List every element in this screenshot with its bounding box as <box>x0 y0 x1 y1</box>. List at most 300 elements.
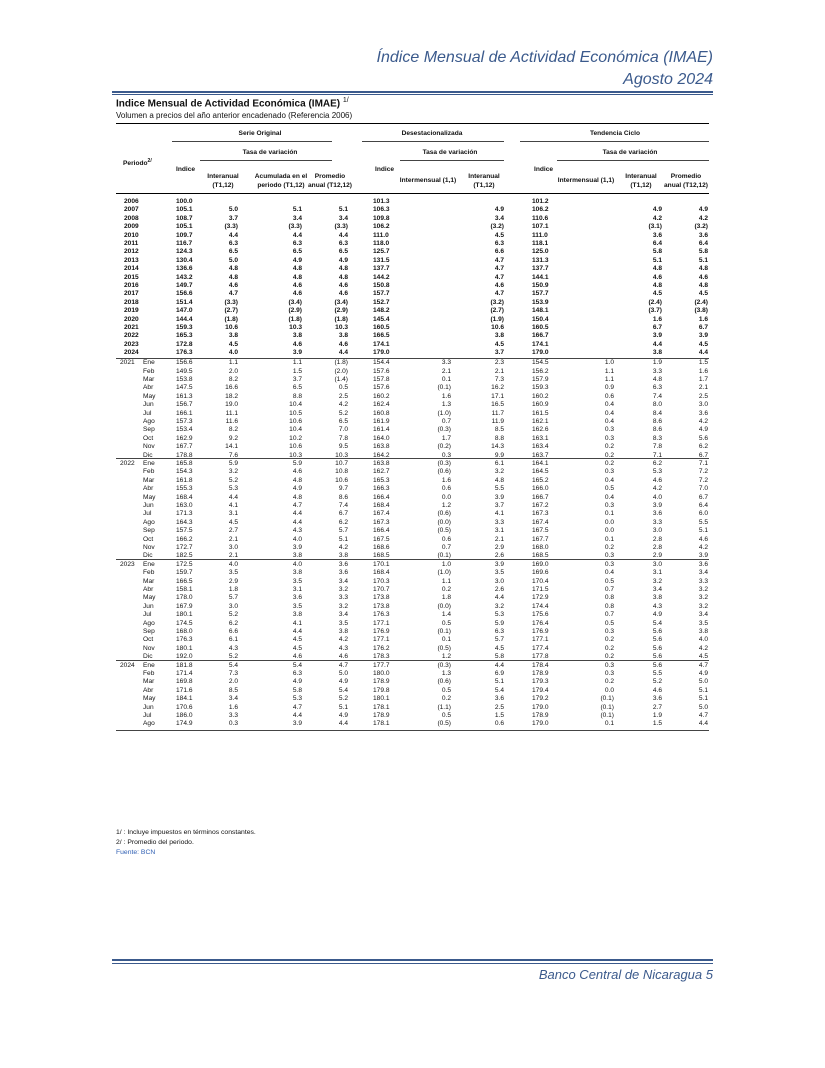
group-rule <box>362 141 504 142</box>
cell-indice-tc: 179.4 <box>532 686 549 694</box>
cell-intermensual-tc: 0.5 <box>604 485 614 493</box>
cell-promedio-tc: 3.4 <box>698 569 708 577</box>
cell-acumulada-so: 4.9 <box>292 485 302 493</box>
cell-interanual-tc: 3.8 <box>652 594 662 602</box>
col-intermensual-de: Intermensual (1,1) <box>399 177 457 184</box>
cell-interanual-tc: 1.9 <box>652 359 662 367</box>
cell-interanual-de: 11.7 <box>491 409 504 417</box>
cell-interanual-tc: 2.7 <box>652 703 662 711</box>
cell-intermensual-de: 1.8 <box>441 594 451 602</box>
cell-interanual-so: 3.8 <box>228 332 238 340</box>
cell-interanual-de: 4.1 <box>494 510 504 518</box>
cell-indice-so: 163.0 <box>176 501 193 509</box>
cell-indice-tc: 176.4 <box>532 619 549 627</box>
cell-promedio-so: 10.3 <box>335 451 348 459</box>
cell-interanual-so: 11.1 <box>225 409 238 417</box>
cell-acumulada-so: 10.4 <box>289 426 302 434</box>
cell-acumulada-so: 6.5 <box>292 248 302 256</box>
cell-indice-so: 166.1 <box>176 409 193 417</box>
cell-indice-de: 161.9 <box>373 417 390 425</box>
cell-intermensual-tc: 0.1 <box>604 510 614 518</box>
cell-indice-de: 125.7 <box>373 248 390 256</box>
cell-indice-de: 170.3 <box>373 577 390 585</box>
cell-indice-de: 165.3 <box>373 476 390 484</box>
row-month: May <box>143 493 156 501</box>
cell-interanual-tc: 3.9 <box>652 332 662 340</box>
cell-promedio-so: 3.3 <box>338 594 348 602</box>
cell-interanual-so: 3.4 <box>228 695 238 703</box>
cell-acumulada-so: 5.9 <box>292 459 302 467</box>
cell-promedio-so: 3.5 <box>338 619 348 627</box>
cell-indice-de: 173.8 <box>373 594 390 602</box>
cell-interanual-de: 4.4 <box>494 661 504 669</box>
cell-intermensual-de: (0.3) <box>437 459 451 467</box>
cell-intermensual-tc: 0.2 <box>604 644 614 652</box>
cell-interanual-de: 3.2 <box>494 602 504 610</box>
cell-interanual-so: 6.5 <box>228 248 238 256</box>
cell-promedio-tc: 6.0 <box>698 510 708 518</box>
row-period: 2024 <box>124 349 139 357</box>
cell-acumulada-so: 4.3 <box>292 527 302 535</box>
cell-interanual-de: 5.4 <box>494 686 504 694</box>
row-month: Sep <box>143 426 155 434</box>
cell-indice-tc: 157.9 <box>532 375 549 383</box>
cell-indice-so: 165.3 <box>176 332 193 340</box>
cell-interanual-tc: 1.6 <box>652 315 662 323</box>
cell-intermensual-tc: 0.4 <box>604 569 614 577</box>
cell-promedio-tc: 4.9 <box>698 206 708 214</box>
cell-indice-so: 178.8 <box>176 451 193 459</box>
cell-promedio-so: 7.8 <box>338 434 348 442</box>
cell-promedio-tc: 3.4 <box>698 611 708 619</box>
cell-indice-so: 155.3 <box>176 485 193 493</box>
cell-promedio-tc: 4.9 <box>698 669 708 677</box>
cell-indice-so: 165.8 <box>176 459 193 467</box>
cell-indice-so: 108.7 <box>176 214 193 222</box>
cell-indice-so: 170.6 <box>176 703 193 711</box>
cell-interanual-tc: 3.9 <box>652 501 662 509</box>
cell-indice-tc: 131.3 <box>532 256 549 264</box>
cell-interanual-so: 4.8 <box>228 273 238 281</box>
cell-indice-tc: 101.2 <box>532 198 549 205</box>
cell-promedio-so: 5.2 <box>338 695 348 703</box>
cell-promedio-so: 3.2 <box>338 585 348 593</box>
cell-interanual-tc: 8.6 <box>652 417 662 425</box>
cell-promedio-so: 6.3 <box>338 240 348 247</box>
cell-intermensual-de: (0.3) <box>437 661 451 669</box>
cell-intermensual-de: 1.2 <box>441 501 451 509</box>
cell-intermensual-tc: (0.1) <box>600 711 614 719</box>
cell-acumulada-so: 3.9 <box>292 720 302 728</box>
cell-interanual-tc: 4.9 <box>652 206 662 214</box>
cell-indice-so: 172.5 <box>176 560 193 568</box>
cell-indice-tc: 167.4 <box>532 518 549 526</box>
cell-indice-so: 171.4 <box>176 669 193 677</box>
cell-promedio-tc: 6.7 <box>698 324 708 331</box>
cell-indice-so: 130.4 <box>176 256 193 264</box>
cell-indice-de: 178.3 <box>373 653 390 661</box>
cell-indice-so: 181.8 <box>176 661 193 669</box>
cell-interanual-de: (3.2) <box>490 298 504 306</box>
row-month: Abr <box>143 485 154 493</box>
cell-intermensual-tc: 0.4 <box>604 401 614 409</box>
cell-interanual-tc: 7.1 <box>652 451 662 459</box>
cell-indice-tc: 178.9 <box>532 711 549 719</box>
cell-indice-de: 106.3 <box>373 206 390 214</box>
col-indice-tc: Indice <box>534 166 554 173</box>
cell-interanual-de: 11.9 <box>491 417 504 425</box>
row-year: 2024 <box>120 661 135 669</box>
cell-interanual-de: 4.6 <box>494 282 504 289</box>
cell-indice-tc: 163.7 <box>532 451 549 459</box>
cell-interanual-so: 4.0 <box>228 560 238 568</box>
cell-promedio-tc: 4.7 <box>698 661 708 669</box>
cell-interanual-tc: 3.4 <box>652 585 662 593</box>
cell-promedio-tc: 3.2 <box>698 594 708 602</box>
cell-interanual-tc: 3.8 <box>652 349 662 357</box>
cell-intermensual-de: (0.6) <box>437 468 451 476</box>
cell-intermensual-tc: 1.1 <box>604 367 614 375</box>
cell-acumulada-so: 3.5 <box>292 577 302 585</box>
cell-promedio-tc: (2.4) <box>694 298 708 306</box>
cell-interanual-tc: 7.8 <box>652 443 662 451</box>
cell-promedio-tc: 7.0 <box>698 485 708 493</box>
cell-indice-tc: 125.0 <box>532 248 549 256</box>
cell-intermensual-tc: 0.8 <box>604 602 614 610</box>
cell-indice-tc: 106.2 <box>532 206 549 214</box>
cell-interanual-de: 1.5 <box>494 711 504 719</box>
cell-indice-so: 143.2 <box>176 273 193 281</box>
header-bottom-rule <box>116 193 709 194</box>
cell-indice-de: 137.7 <box>373 265 390 273</box>
cell-promedio-tc: 2.1 <box>698 384 708 392</box>
cell-acumulada-so: 10.2 <box>289 434 302 442</box>
cell-interanual-de: 16.5 <box>491 401 504 409</box>
cell-promedio-so: 3.8 <box>338 552 348 560</box>
cell-interanual-de: 2.1 <box>494 535 504 543</box>
col-group-tendencia: Tendencia Ciclo <box>589 130 641 137</box>
cell-indice-so: 174.9 <box>176 720 193 728</box>
cell-promedio-tc: 5.1 <box>698 686 708 694</box>
cell-interanual-tc: 4.2 <box>652 214 662 222</box>
row-month: Mar <box>143 678 155 686</box>
cell-interanual-so: 3.0 <box>228 543 238 551</box>
cell-promedio-tc: 4.4 <box>698 720 708 728</box>
row-month: Ene <box>143 359 155 367</box>
cell-interanual-de: 2.5 <box>494 703 504 711</box>
cell-intermensual-tc: 0.3 <box>604 669 614 677</box>
cell-interanual-tc: 5.6 <box>652 653 662 661</box>
cell-acumulada-so: 3.9 <box>292 543 302 551</box>
cell-intermensual-de: 0.3 <box>441 451 451 459</box>
cell-indice-tc: 167.7 <box>532 535 549 543</box>
cell-promedio-so: 5.1 <box>338 206 348 214</box>
cell-promedio-tc: 4.8 <box>698 265 708 273</box>
cell-indice-tc: 169.6 <box>532 569 549 577</box>
cell-interanual-tc: 4.3 <box>652 602 662 610</box>
cell-promedio-so: (2.0) <box>334 367 348 375</box>
cell-indice-tc: 150.4 <box>532 315 549 323</box>
cell-interanual-de: 4.7 <box>494 273 504 281</box>
cell-intermensual-tc: 0.2 <box>604 451 614 459</box>
cell-indice-de: 176.2 <box>373 644 390 652</box>
cell-intermensual-tc: 0.3 <box>604 426 614 434</box>
cell-interanual-so: 4.6 <box>228 282 238 289</box>
cell-promedio-tc: 4.7 <box>698 711 708 719</box>
cell-interanual-so: 2.1 <box>228 535 238 543</box>
cell-indice-tc: 163.4 <box>532 443 549 451</box>
cell-interanual-so: 5.2 <box>228 611 238 619</box>
cell-indice-so: 109.7 <box>176 231 193 239</box>
cell-indice-de: 164.0 <box>373 434 390 442</box>
cell-interanual-tc: 8.4 <box>652 409 662 417</box>
cell-acumulada-so: 5.1 <box>292 206 302 214</box>
cell-indice-tc: 167.3 <box>532 510 549 518</box>
cell-acumulada-so: 6.3 <box>292 240 302 247</box>
cell-promedio-tc: 4.4 <box>698 349 708 357</box>
row-month: Mar <box>143 375 155 383</box>
cell-promedio-tc: 6.4 <box>698 240 708 247</box>
cell-acumulada-so: 4.6 <box>292 290 302 298</box>
report-title: Índice Mensual de Actividad Económica (IMAE) <box>376 49 713 66</box>
cell-intermensual-de: 0.5 <box>441 711 451 719</box>
cell-promedio-tc: 3.2 <box>698 585 708 593</box>
cell-promedio-tc: 3.6 <box>698 231 708 239</box>
cell-interanual-de: 8.5 <box>494 426 504 434</box>
cell-promedio-tc: 3.6 <box>698 409 708 417</box>
cell-indice-so: 171.3 <box>176 510 193 518</box>
cell-interanual-de: 4.7 <box>494 290 504 298</box>
cell-indice-so: 151.4 <box>176 298 193 306</box>
cell-indice-de: 176.3 <box>373 611 390 619</box>
cell-promedio-so: 6.5 <box>338 417 348 425</box>
cell-interanual-de: (2.7) <box>490 307 504 315</box>
cell-interanual-so: 5.0 <box>228 256 238 264</box>
cell-interanual-tc: 4.6 <box>652 273 662 281</box>
cell-interanual-so: 5.3 <box>228 485 238 493</box>
col-promedio-tc: Promedio anual (T12,12) <box>664 173 708 189</box>
cell-intermensual-de: 0.7 <box>441 417 451 425</box>
cell-intermensual-de: 1.3 <box>441 401 451 409</box>
col-indice-so: Indice <box>176 166 196 173</box>
cell-interanual-de: 10.6 <box>491 324 504 331</box>
cell-interanual-tc: 4.0 <box>652 493 662 501</box>
table-title: Indice Mensual de Actividad Económica (IMAE) $^{1/}$ <box>116 97 349 110</box>
cell-interanual-so: 4.0 <box>228 349 238 357</box>
cell-interanual-tc: 3.0 <box>652 560 662 568</box>
cell-intermensual-tc: 0.3 <box>604 627 614 635</box>
cell-interanual-so: 6.6 <box>228 627 238 635</box>
cell-indice-so: 159.3 <box>176 324 193 331</box>
cell-interanual-tc: 8.3 <box>652 434 662 442</box>
cell-intermensual-tc: 0.7 <box>604 585 614 593</box>
footer-rule-thin <box>112 963 713 964</box>
cell-indice-de: 160.2 <box>373 392 390 400</box>
cell-interanual-so: 11.6 <box>225 417 238 425</box>
cell-promedio-so: 9.5 <box>338 443 348 451</box>
cell-acumulada-so: 5.8 <box>292 686 302 694</box>
cell-interanual-so: 5.2 <box>228 476 238 484</box>
cell-intermensual-tc: 0.0 <box>604 686 614 694</box>
cell-indice-tc: 179.2 <box>532 695 549 703</box>
cell-indice-so: 166.5 <box>176 577 193 585</box>
cell-interanual-so: 19.0 <box>225 401 238 409</box>
cell-promedio-so: 6.7 <box>338 510 348 518</box>
cell-promedio-so: 4.6 <box>338 653 348 661</box>
cell-interanual-tc: 5.6 <box>652 644 662 652</box>
cell-intermensual-de: 0.7 <box>441 543 451 551</box>
cell-indice-so: 168.0 <box>176 627 193 635</box>
cell-promedio-so: 9.7 <box>338 485 348 493</box>
row-period: 2022 <box>124 332 139 340</box>
cell-indice-so: 158.1 <box>176 585 193 593</box>
cell-indice-de: 152.7 <box>373 298 390 306</box>
cell-intermensual-de: (0.1) <box>437 384 451 392</box>
cell-promedio-so: 4.2 <box>338 543 348 551</box>
cell-interanual-so: 3.2 <box>228 468 238 476</box>
cell-indice-so: 149.5 <box>176 367 193 375</box>
cell-promedio-so: 4.6 <box>338 340 348 348</box>
cell-intermensual-de: (0.6) <box>437 510 451 518</box>
cell-indice-tc: 118.1 <box>532 240 549 247</box>
cell-promedio-tc: (3.2) <box>694 223 708 231</box>
note-2: 2/ : Promedio del periodo. <box>116 839 194 846</box>
row-period: 2016 <box>124 282 139 289</box>
cell-intermensual-tc: 0.5 <box>604 577 614 585</box>
cell-interanual-so: 6.1 <box>228 636 238 644</box>
cell-indice-so: 176.3 <box>176 636 193 644</box>
cell-indice-tc: 176.9 <box>532 627 549 635</box>
cell-indice-so: 172.8 <box>176 340 193 348</box>
cell-indice-de: 160.5 <box>373 324 390 331</box>
table-notes <box>116 828 256 858</box>
title-footnote-ref: 1/ <box>342 97 349 104</box>
cell-interanual-de: 3.9 <box>494 493 504 501</box>
cell-acumulada-so: 4.6 <box>292 653 302 661</box>
cell-acumulada-so: 3.8 <box>292 332 302 340</box>
cell-intermensual-tc: 0.1 <box>604 535 614 543</box>
cell-intermensual-tc: 1.1 <box>604 375 614 383</box>
cell-promedio-tc: 3.8 <box>698 627 708 635</box>
cell-acumulada-so: 4.4 <box>292 231 302 239</box>
cell-promedio-so: 5.4 <box>338 686 348 694</box>
row-month: Jun <box>143 703 154 711</box>
col-interanual-de: Interanual (T1,12) <box>468 173 500 189</box>
cell-indice-so: 168.4 <box>176 493 193 501</box>
cell-interanual-so: (1.8) <box>224 315 238 323</box>
cell-intermensual-de: 1.7 <box>441 434 451 442</box>
cell-indice-tc: 111.0 <box>532 231 548 239</box>
row-month: Jun <box>143 401 154 409</box>
cell-acumulada-so: 4.4 <box>292 518 302 526</box>
cell-acumulada-so: 4.1 <box>292 619 302 627</box>
cell-indice-tc: 178.4 <box>532 661 549 669</box>
cell-indice-de: 161.4 <box>373 426 390 434</box>
cell-indice-tc: 166.7 <box>532 332 549 340</box>
cell-promedio-so: 3.4 <box>338 577 348 585</box>
cell-promedio-so: (1.4) <box>334 375 348 383</box>
table-subtitle: Volumen a precios del año anterior encadenado (Referencia 2006) <box>116 111 353 120</box>
cell-indice-so: 100.0 <box>176 198 193 205</box>
row-period: 2012 <box>124 248 139 256</box>
cell-interanual-tc: 2.8 <box>652 535 662 543</box>
cell-interanual-so: 3.0 <box>228 602 238 610</box>
cell-acumulada-so: 4.8 <box>292 265 302 273</box>
cell-interanual-tc: 3.1 <box>652 569 662 577</box>
cell-indice-tc: 157.7 <box>532 290 549 298</box>
row-period: 2006 <box>124 198 139 205</box>
cell-promedio-so: (3.3) <box>334 223 348 231</box>
cell-indice-tc: 107.1 <box>532 223 549 231</box>
cell-interanual-tc: 4.8 <box>652 282 662 289</box>
cell-promedio-so: 3.4 <box>338 611 348 619</box>
cell-interanual-tc: 7.4 <box>652 392 662 400</box>
col-interanual-so: Interanual (T1,12) <box>207 173 239 189</box>
cell-acumulada-so: (1.8) <box>288 315 302 323</box>
cell-interanual-de: (3.2) <box>490 223 504 231</box>
cell-indice-tc: 178.9 <box>532 669 549 677</box>
cell-promedio-tc: 4.5 <box>698 340 708 348</box>
cell-interanual-tc: 5.4 <box>652 619 662 627</box>
cell-promedio-tc: 3.9 <box>698 332 708 340</box>
cell-interanual-de: 4.9 <box>494 206 504 214</box>
cell-acumulada-so: 4.7 <box>292 501 302 509</box>
cell-interanual-so: 14.1 <box>225 443 238 451</box>
col-acumulada-so: Acumulada en el periodo (T1,12) <box>254 173 308 189</box>
cell-indice-so: 156.6 <box>176 359 193 367</box>
cell-interanual-so: 4.5 <box>228 518 238 526</box>
cell-interanual-so: 3.3 <box>228 711 238 719</box>
cell-interanual-so: (3.3) <box>224 298 238 306</box>
cell-promedio-so: 6.2 <box>338 518 348 526</box>
cell-interanual-de: 6.3 <box>494 627 504 635</box>
cell-promedio-tc: 7.2 <box>698 476 708 484</box>
cell-interanual-so: 4.7 <box>228 290 238 298</box>
cell-intermensual-tc: 0.2 <box>604 653 614 661</box>
cell-interanual-tc: 2.8 <box>652 543 662 551</box>
cell-promedio-tc: 4.0 <box>698 636 708 644</box>
cell-promedio-tc: 1.6 <box>698 315 708 323</box>
cell-indice-so: 167.9 <box>176 602 193 610</box>
cell-indice-de: 111.0 <box>373 231 389 239</box>
cell-indice-de: 177.1 <box>373 619 390 627</box>
cell-acumulada-so: 4.8 <box>292 476 302 484</box>
row-month: Nov <box>143 644 155 652</box>
cell-interanual-de: 4.8 <box>494 476 504 484</box>
cell-interanual-de: 3.2 <box>494 468 504 476</box>
cell-indice-tc: 144.1 <box>532 273 549 281</box>
cell-interanual-tc: 4.9 <box>652 611 662 619</box>
note-source: Fuente: BCN <box>116 849 156 856</box>
col-group-desestacionalizada: Desestacionalizada <box>401 130 463 137</box>
cell-interanual-de: 16.2 <box>491 384 504 392</box>
row-month: Sep <box>143 627 155 635</box>
header-rule <box>112 91 713 93</box>
cell-interanual-tc: 3.6 <box>652 510 662 518</box>
col-group-serie-original: Serie Original <box>238 130 282 137</box>
cell-intermensual-de: 2.1 <box>441 367 451 375</box>
cell-promedio-so: 4.4 <box>338 720 348 728</box>
cell-promedio-so: 5.2 <box>338 409 348 417</box>
cell-interanual-so: 6.2 <box>228 619 238 627</box>
cell-indice-so: 116.7 <box>176 240 193 247</box>
cell-acumulada-so: 10.4 <box>289 401 302 409</box>
cell-acumulada-so: 10.6 <box>289 443 302 451</box>
cell-interanual-de: 3.8 <box>494 332 504 340</box>
cell-intermensual-de: (0.3) <box>437 426 451 434</box>
cell-promedio-so: 4.4 <box>338 231 348 239</box>
cell-acumulada-so: 4.9 <box>292 256 302 264</box>
